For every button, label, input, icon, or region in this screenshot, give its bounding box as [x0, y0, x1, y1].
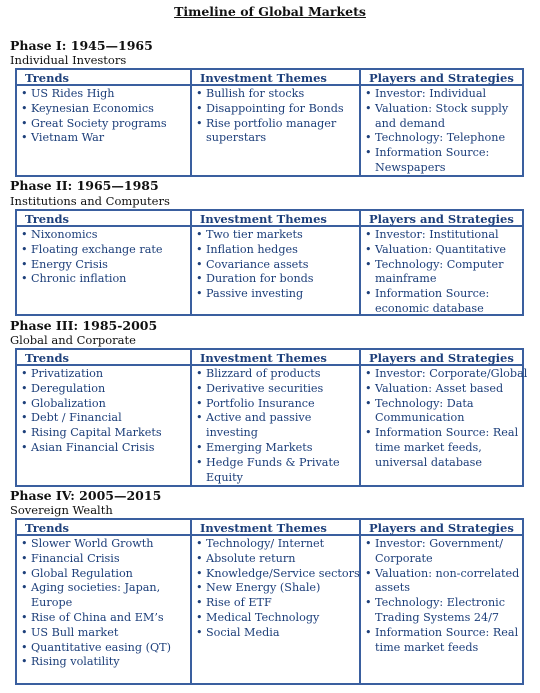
themes-column [190, 350, 359, 485]
list-item: • Asian Financial Crisis [17, 441, 190, 456]
trends-column [17, 520, 190, 683]
list-item: • Global Regulation [17, 567, 190, 582]
bullet-list [361, 366, 528, 471]
list-item: • Globalization [17, 397, 190, 412]
column-header: Players and Strategies [361, 211, 522, 227]
players-column [359, 70, 522, 175]
players-column [359, 211, 522, 314]
list-item: mainframe [375, 272, 437, 286]
list-item: • Information Source: Real [361, 626, 522, 641]
phase-title: Phase II: 1965—1985 [10, 178, 159, 193]
list-item: • New Energy (Shale) [192, 581, 359, 596]
bullet-list [192, 536, 359, 641]
list-item: • Investor: Institutional [361, 228, 522, 243]
list-item: • Medical Technology [192, 611, 359, 626]
list-item: • Technology: Computer [361, 258, 522, 273]
phase-table [15, 518, 524, 685]
list-item: • Technology: Telephone [361, 131, 522, 146]
list-item: • Investor: Government/ [361, 537, 522, 552]
list-item: • Slower World Growth [17, 537, 190, 552]
bullet-list [361, 536, 522, 655]
list-item: Corporate [375, 551, 433, 565]
list-item: • Great Society programs [17, 117, 190, 132]
list-item: • Bullish for stocks [192, 87, 359, 102]
column-header: Investment Themes [192, 70, 359, 86]
phase-subtitle: Institutions and Computers [10, 194, 170, 208]
list-item: • Floating exchange rate [17, 243, 190, 258]
list-item: • US Bull market [17, 626, 190, 641]
bullet-list [17, 86, 190, 146]
list-item: • Emerging Markets [192, 441, 359, 456]
list-item: • Valuation: non-correlated [361, 567, 522, 582]
list-item: economic database [375, 301, 484, 315]
list-item: assets [375, 581, 411, 595]
list-item: • Absolute return [192, 552, 359, 567]
list-item: • Chronic inflation [17, 272, 190, 287]
list-item: • Rising volatility [17, 655, 190, 670]
list-item: • Keynesian Economics [17, 102, 190, 117]
column-header: Trends [17, 520, 190, 536]
list-item: • Portfolio Insurance [192, 397, 359, 412]
list-item: • Technology: Data [361, 397, 522, 412]
trends-column [17, 350, 190, 485]
trends-column [17, 70, 190, 175]
list-item: • Disappointing for Bonds [192, 102, 359, 117]
bullet-list [192, 366, 359, 485]
list-item: • Rise of China and EM’s [17, 611, 190, 626]
list-item: • Information Source: Real [361, 426, 522, 441]
phase-title: Phase IV: 2005—2015 [10, 488, 162, 503]
players-column [359, 520, 522, 683]
list-item: • Rising Capital Markets [17, 426, 190, 441]
list-item: universal database [375, 455, 483, 469]
list-item: Newspapers [375, 160, 446, 174]
document-title: Timeline of Global Markets [174, 4, 366, 19]
list-item: • Duration for bonds [192, 272, 359, 287]
list-item: time market feeds [375, 640, 479, 654]
list-item: time market feeds, [375, 440, 482, 454]
bullet-list [17, 536, 190, 670]
phase-table [15, 68, 524, 177]
themes-column [190, 520, 359, 683]
list-item: superstars [206, 131, 267, 145]
themes-column [190, 211, 359, 314]
phase-table [15, 348, 528, 487]
list-item: • Valuation: Asset based [361, 382, 522, 397]
list-item: • Rise of ETF [192, 596, 359, 611]
column-header: Investment Themes [192, 350, 359, 366]
list-item: • US Rides High [17, 87, 190, 102]
list-item: • Derivative securities [192, 382, 359, 397]
list-item: • Vietnam War [17, 131, 190, 146]
list-item: • Covariance assets [192, 258, 359, 273]
bullet-list [361, 86, 522, 176]
list-item: Equity [206, 470, 243, 484]
list-item: • Valuation: Stock supply [361, 102, 522, 117]
trends-column [17, 211, 190, 314]
list-item: • Valuation: Quantitative [361, 243, 522, 258]
list-item: • Social Media [192, 626, 359, 641]
column-header: Players and Strategies [361, 350, 522, 366]
list-item: • Information Source: [361, 287, 522, 302]
phase-subtitle: Individual Investors [10, 53, 127, 67]
bullet-list [17, 366, 190, 456]
players-column [359, 350, 528, 485]
list-item: • Two tier markets [192, 228, 359, 243]
list-item: • Technology/ Internet [192, 537, 359, 552]
list-item: • Deregulation [17, 382, 190, 397]
themes-column [190, 70, 359, 175]
list-item: • Investor: Corporate/Global [361, 367, 522, 382]
bullet-list [361, 227, 522, 317]
list-item: investing [206, 426, 258, 440]
list-item: • Information Source: [361, 146, 522, 161]
column-header: Investment Themes [192, 520, 359, 536]
list-item: • Hedge Funds & Private [192, 456, 359, 471]
column-header: Players and Strategies [361, 520, 522, 536]
list-item: • Financial Crisis [17, 552, 190, 567]
phase-subtitle: Global and Corporate [10, 333, 136, 347]
list-item: • Investor: Individual [361, 87, 522, 102]
list-item: and demand [375, 116, 446, 130]
phase-table [15, 209, 524, 316]
list-item: • Energy Crisis [17, 258, 190, 273]
bullet-list [192, 227, 359, 302]
list-item: Europe [31, 596, 73, 610]
list-item: Trading Systems 24/7 [375, 610, 500, 624]
list-item: • Debt / Financial [17, 411, 190, 426]
phase-subtitle: Sovereign Wealth [10, 503, 113, 517]
list-item: • Privatization [17, 367, 190, 382]
list-item: • Knowledge/Service sectors [192, 567, 359, 582]
column-header: Trends [17, 350, 190, 366]
list-item: • Active and passive [192, 411, 359, 426]
column-header: Players and Strategies [361, 70, 522, 86]
list-item: • Inflation hedges [192, 243, 359, 258]
column-header: Trends [17, 211, 190, 227]
bullet-list [192, 86, 359, 146]
phase-title: Phase I: 1945—1965 [10, 38, 153, 53]
list-item: • Quantitative easing (QT) [17, 641, 190, 656]
column-header: Investment Themes [192, 211, 359, 227]
list-item: • Technology: Electronic [361, 596, 522, 611]
bullet-list [17, 227, 190, 287]
list-item: • Blizzard of products [192, 367, 359, 382]
list-item: Communication [375, 411, 465, 425]
phase-title: Phase III: 1985-2005 [10, 318, 158, 333]
list-item: • Rise portfolio manager [192, 117, 359, 132]
list-item: • Nixonomics [17, 228, 190, 243]
column-header: Trends [17, 70, 190, 86]
list-item: • Passive investing [192, 287, 359, 302]
list-item: • Aging societies: Japan, [17, 581, 190, 596]
